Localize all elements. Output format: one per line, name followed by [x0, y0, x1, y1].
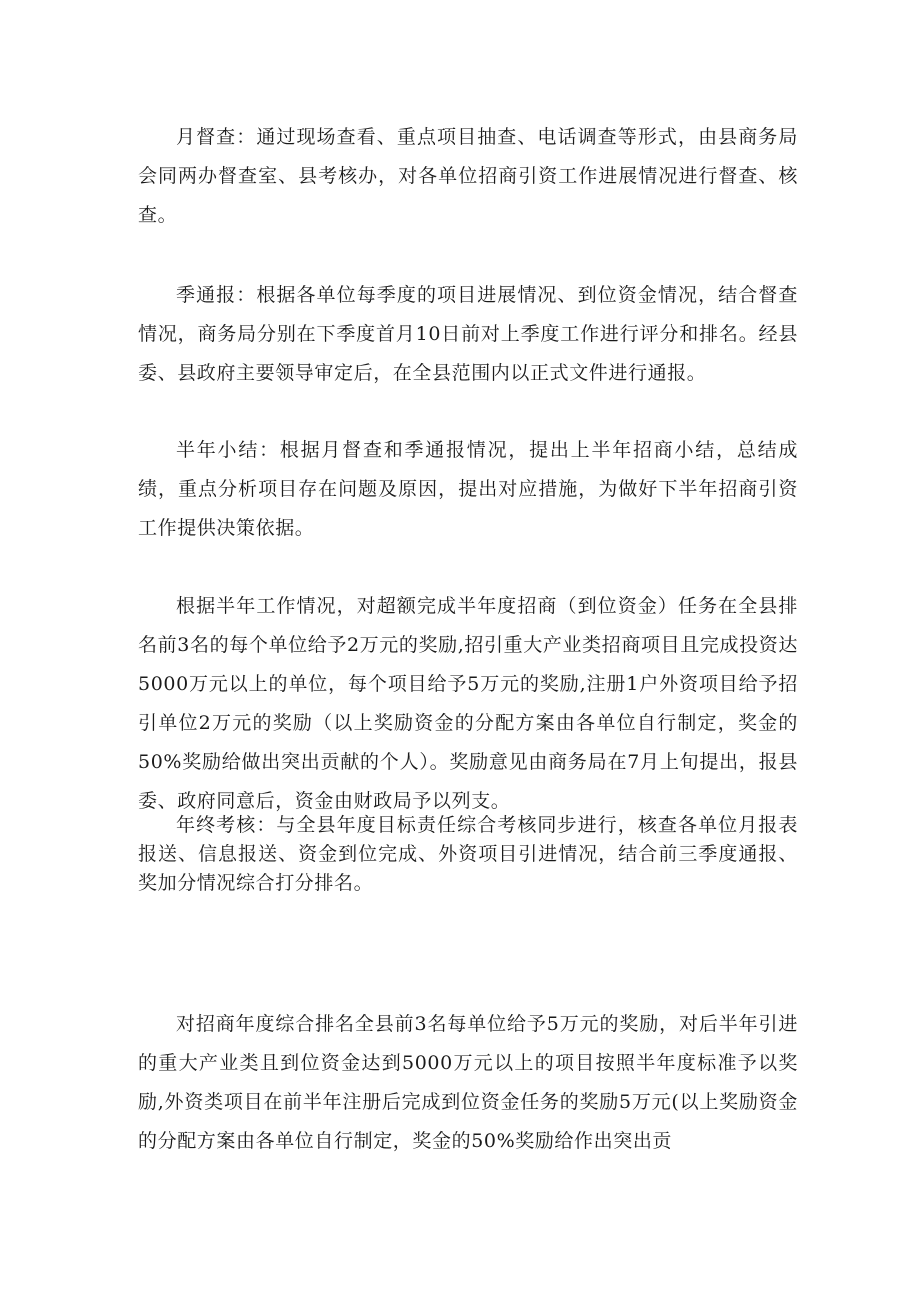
paragraph-quarterly-report: 季通报：根据各单位每季度的项目进展情况、到位资金情况，结合督查情况，商务局分别在下季度首月10日前对上季度工作进行评分和排名。经县委、县政府主要领导审定后，在全县范围内以正式文件进行通报。	[138, 284, 798, 384]
paragraph-monthly-inspection: 月督查：通过现场查看、重点项目抽查、电话调查等形式，由县商务局会同两办督查室、县考核办，对各单位招商引资工作进展情况进行督查、核查。	[138, 126, 798, 226]
paragraph-half-year-summary: 半年小结：根据月督查和季通报情况，提出上半年招商小结，总结成绩，重点分析项目存在问题及原因，提出对应措施，为做好下半年招商引资工作提供决策依据。	[138, 439, 798, 539]
paragraph-half-year-rewards: 根据半年工作情况，对超额完成半年度招商（到位资金）任务在全县排名前3名的每个单位给予2万元的奖励,招引重大产业类招商项目且完成投资达5000万元以上的单位，每个项目给予5万元的奖励,注册1户外资项目给予招引单位2万元的奖励（以上奖励资金的分配方案由各单位自行制定，奖金的50%奖励给做出突出贡献的个人）。奖励意见由商务局在7月上旬提出，报县委、政府同意后，资金由财政局予以列支。	[138, 595, 798, 812]
paragraph-annual-rewards: 对招商年度综合排名全县前3名每单位给予5万元的奖励，对后半年引进的重大产业类且到位资金达到5000万元以上的项目按照半年度标准予以奖励,外资类项目在前半年注册后完成到位资金任务的奖励5万元(以上奖励资金的分配方案由各单位自行制定，奖金的50%奖励给作出突出贡	[138, 1013, 798, 1152]
paragraph-year-end-assessment: 年终考核：与全县年度目标责任综合考核同步进行，核查各单位月报表报送、信息报送、资金到位完成、外资项目引进情况，结合前三季度通报、奖加分情况综合打分排名。	[138, 814, 798, 894]
